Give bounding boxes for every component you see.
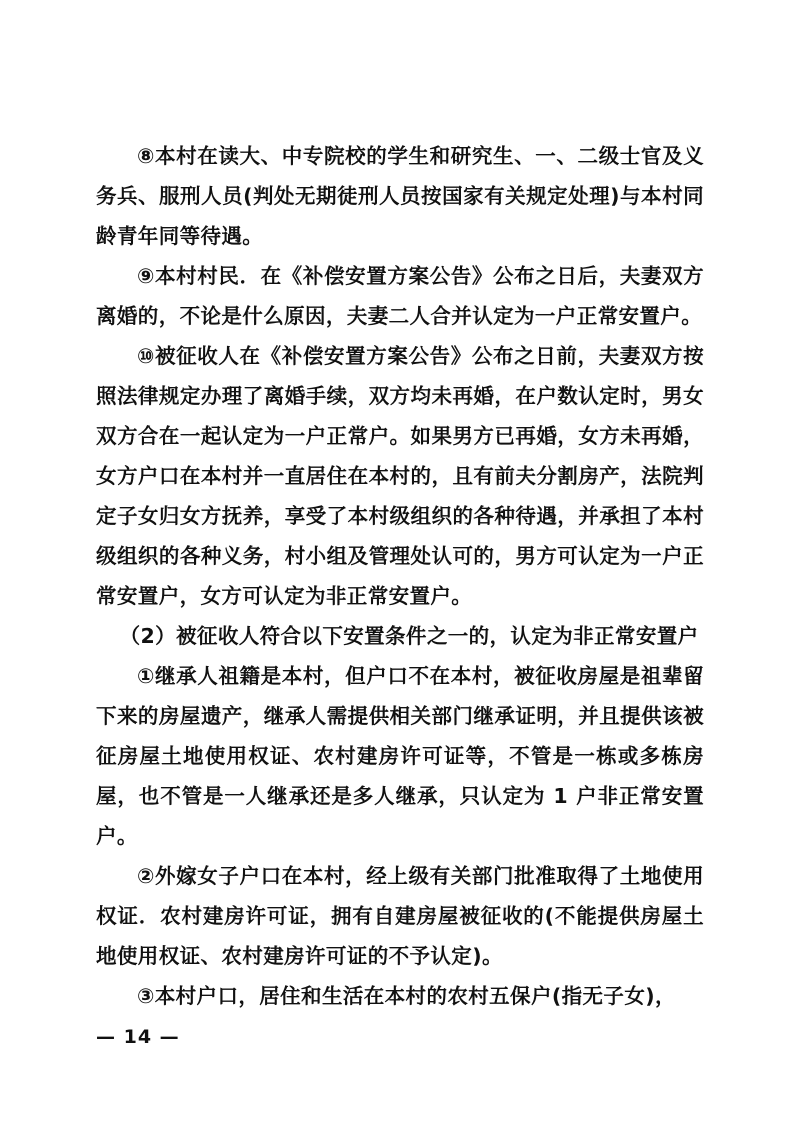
- paragraph-item-8: ⑧本村在读大、中专院校的学生和研究生、一、二级士官及义务兵、服刑人员(判处无期徒刑人员按国家有关规定处理)与本村同龄青年同等待遇。: [96, 144, 704, 248]
- paragraph-item-9: ⑨本村村民．在《补偿安置方案公告》公布之日后，夫妻双方离婚的，不论是什么原因，夫妻二人合并认定为一户正常安置户。: [96, 264, 704, 328]
- page-number: — 14 —: [96, 1026, 180, 1048]
- paragraph-item-10: ⑩被征收人在《补偿安置方案公告》公布之日前，夫妻双方按照法律规定办理了离婚手续，双方均未再婚，在户数认定时，男女双方合在一起认定为一户正常户。如果男方已再婚，女方未再婚，女方户口在本村并一直居住在本村的，且有前夫分割房产，法院判定子女归女方抚养，享受了本村级组织的各种待遇，并承担了本村级组织的各种义务，村小组及管理处认可的，男方可认定为一户正常安置户，女方可认定为非正常安置户。: [96, 344, 704, 608]
- paragraph-section-2-heading: （2）被征收人符合以下安置条件之一的，认定为非正常安置户: [119, 624, 699, 648]
- paragraph-item-1: ①继承人祖籍是本村，但户口不在本村，被征收房屋是祖辈留下来的房屋遗产，继承人需提供相关部门继承证明，并且提供该被征房屋土地使用权证、农村建房许可证等，不管是一栋或多栋房屋，也不管是一人继承还是多人继承，只认定为 1 户非正常安置户。: [96, 664, 704, 848]
- paragraph-item-3: ③本村户口，居住和生活在本村的农村五保户(指无子女)，: [137, 984, 676, 1008]
- document-body: [96, 136, 704, 1016]
- paragraph-item-2: ②外嫁女子户口在本村，经上级有关部门批准取得了土地使用权证．农村建房许可证，拥有自建房屋被征收的(不能提供房屋土地使用权证、农村建房许可证的不予认定)。: [96, 864, 704, 968]
